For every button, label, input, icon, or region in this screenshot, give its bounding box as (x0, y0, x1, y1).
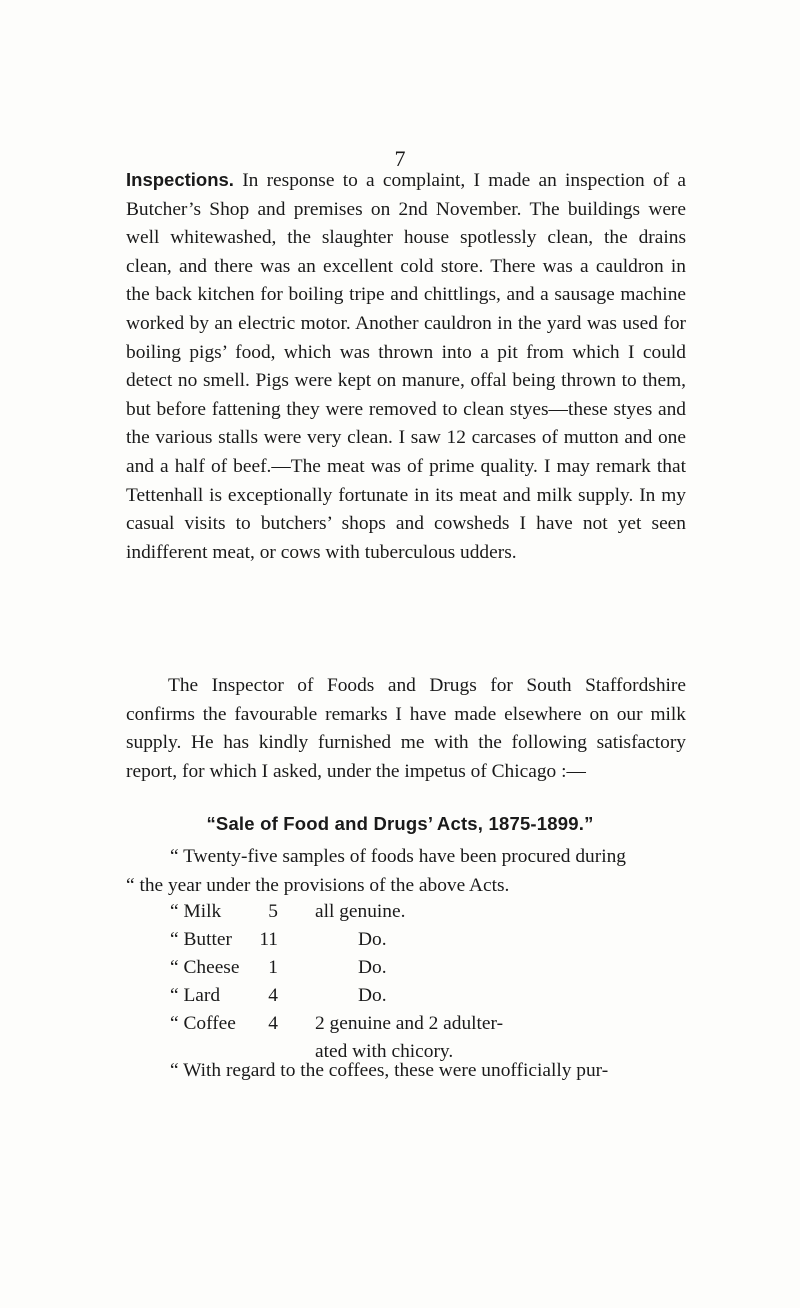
page-number: 7 (394, 146, 406, 171)
sample-row-milk (170, 901, 690, 929)
sample-count: 11 (259, 929, 278, 950)
paragraph-body: In response to a complaint, I made an inspection of a Butcher’s Shop and premises on 2nd November. The buildings were well whitewashed, the slaughter house spotlessly clean, the drains clean, and there was an excellent cold store. There was a cauldron in the back kitchen for boiling tripe and chittlings, and a sausage machine worked by an electric motor. Another cauldron in the yard was used for boiling pigs’ food, which was thrown into a pit from which I could detect no smell. Pigs were kept on manure, offal being thrown to them, but before fattening they were removed to clean styes—these styes and the various stalls were very clean. I saw 12 carcases of mutton and one and a half of beef.—The meat was of prime quality. I may remark that Tettenhall is exceptionally fortunate in its meat and milk supply. In my casual visits to butchers’ shops and cowsheds I have not yet seen indifferent meat, or cows with tuberculous udders. (126, 170, 686, 563)
sample-name: “ Milk (170, 901, 222, 922)
inspector-paragraph: The Inspector of Foods and Drugs for South Staffordshire confirms the favourable remarks I have made elsewhere on our milk supply. He has kindly furnished me with the following satisfactory report, for which I asked, under the impetus of Chicago :— (126, 675, 686, 782)
sample-name: “ Butter (170, 929, 232, 950)
report-heading: “Sale of Food and Drugs’ Acts, 1875-1899.” (206, 813, 594, 834)
sample-count: 5 (268, 901, 278, 922)
sample-row-lard (170, 985, 690, 1013)
samples-table (170, 901, 690, 1069)
sample-status: Do. (358, 929, 387, 950)
quote-line-2: “ the year under the provisions of the above Acts. (126, 875, 510, 896)
sample-count: 4 (268, 985, 278, 1006)
sample-status-continuation: ated with chicory. (315, 1041, 454, 1062)
sample-count: 4 (268, 1013, 278, 1034)
sample-name: “ Lard (170, 985, 221, 1006)
sample-status: Do. (358, 985, 387, 1006)
sample-row-cheese (170, 957, 690, 985)
sample-count: 1 (268, 957, 278, 978)
sample-row-coffee (170, 1013, 690, 1041)
quote-line-1: “ Twenty-five samples of foods have been procured during (170, 846, 626, 867)
closing-line: “ With regard to the coffees, these were unofficially pur- (170, 1060, 609, 1081)
inspections-paragraph (126, 166, 686, 567)
sample-row-butter (170, 929, 690, 957)
paragraph-lead: Inspections. (126, 169, 234, 190)
sample-name: “ Coffee (170, 1013, 236, 1034)
sample-status: Do. (358, 957, 387, 978)
sample-status: all genuine. (315, 901, 406, 922)
sample-status: 2 genuine and 2 adulter- (315, 1013, 504, 1034)
sample-name: “ Cheese (170, 957, 240, 978)
